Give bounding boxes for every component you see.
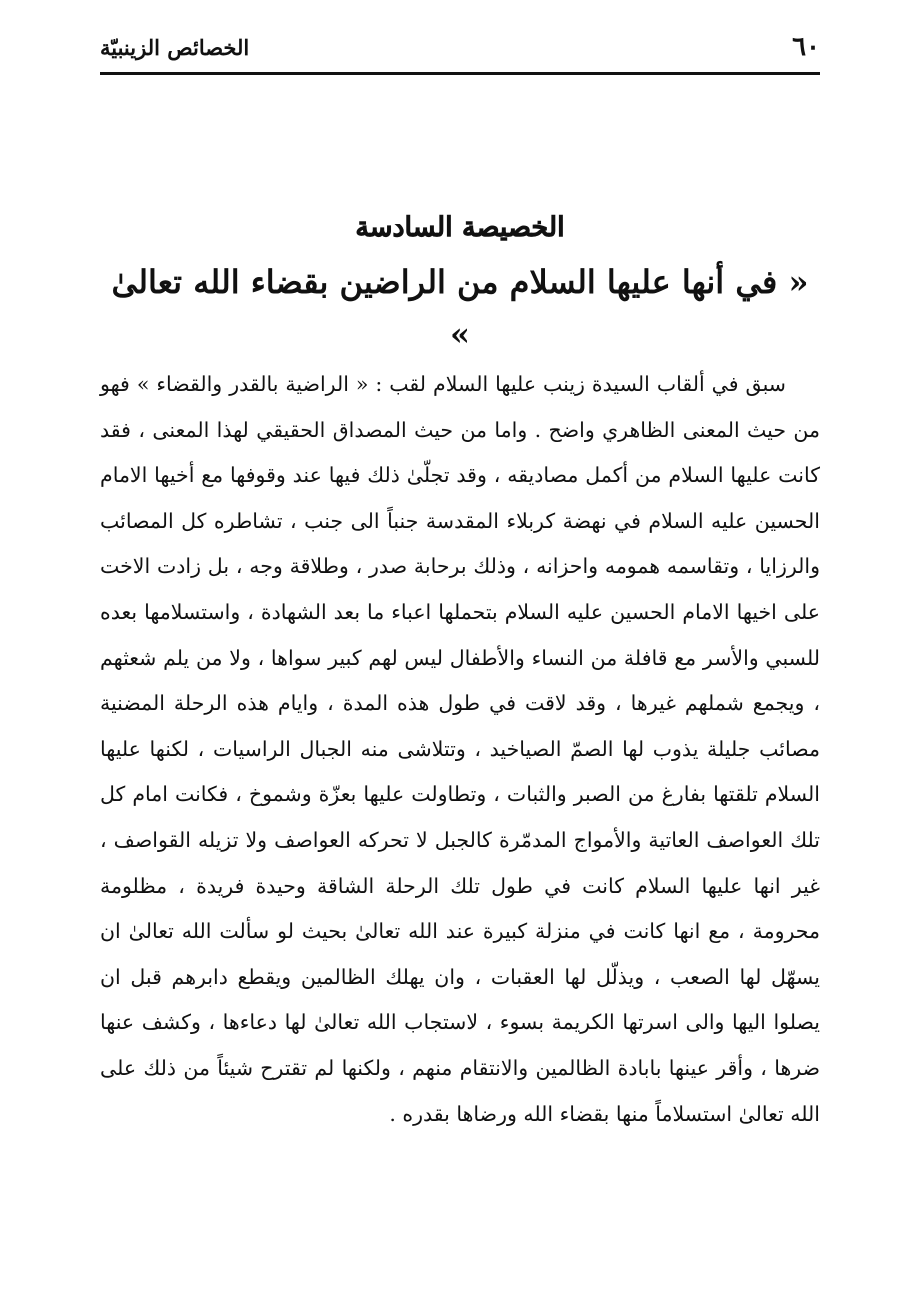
page-number: ٦٠	[792, 32, 820, 62]
header-divider	[100, 72, 820, 75]
page-header	[100, 30, 820, 70]
section-title: « في أنها عليها السلام من الراضين بقضاء الله تعالىٰ »	[111, 263, 809, 353]
body-text	[100, 362, 820, 1137]
body-paragraph: سبق في ألقاب السيدة زينب عليها السلام لقب : « الراضية بالقدر والقضاء » فهو من حيث المعنى الظاهري واضح . واما من حيث المصداق الحقيقي لهذا المعنى ، فقد كانت عليها السلام من أكمل مصاديقه ، وقد تجلّىٰ ذلك فيها عند وقوفها مع أخيها الامام الحسين عليه السلام في نهضة كربلاء المقدسة جنباً الى جنب ، تشاطره كل المصائب والرزايا ، وتقاسمه همومه واحزانه ، وذلك برحابة صدر ، وطلاقة وجه ، بل زادت الاخت على اخيها الامام الحسين عليه السلام بتحملها اعباء ما بعد الشهادة ، واستسلامها بعده للسبي والأسر مع قافلة من النساء والأطفال ليس لهم كبير سواها ، ولا من يلم شعثهم ، ويجمع شملهم غيرها ، وقد لاقت في طول هذه المدة ، وايام هذه الرحلة المضنية مصائب جليلة يذوب لها الصمّ الصياخيد ، وتتلاشى منه الجبال الراسيات ، لكنها عليها السلام تلقتها بفارغ من الصبر والثبات ، وتطاولت عليها بعزّة وشموخ ، فكانت امام كل تلك العواصف العاتية والأمواج المدمّرة كالجبل لا تحركه العواصف ولا تزيله القواصف ، غير انها عليها السلام كانت في طول تلك الرحلة الشاقة وحيدة فريدة ، مظلومة محرومة ، مع انها كانت في منزلة كبيرة عند الله تعالىٰ بحيث لو سألت الله تعالىٰ ان يسهّل لها الصعب ، ويذلّل لها العقبات ، وان يهلك الظالمين ويقطع دابرهم قبل ان يصلوا اليها والى اسرتها الكريمة بسوء ، لاستجاب الله تعالىٰ لها دعاءها ، وكشف عنها ضرها ، وأقر عينها بابادة الظالمين والانتقام منهم ، ولكنها لم تقترح شيئاً من ذلك على الله تعالىٰ استسلاماً منها بقضاء الله ورضاها بقدره .	[100, 372, 820, 1126]
running-title: الخصائص الزينبيّة	[100, 35, 250, 60]
section-label: الخصيصة السادسة	[355, 212, 565, 243]
